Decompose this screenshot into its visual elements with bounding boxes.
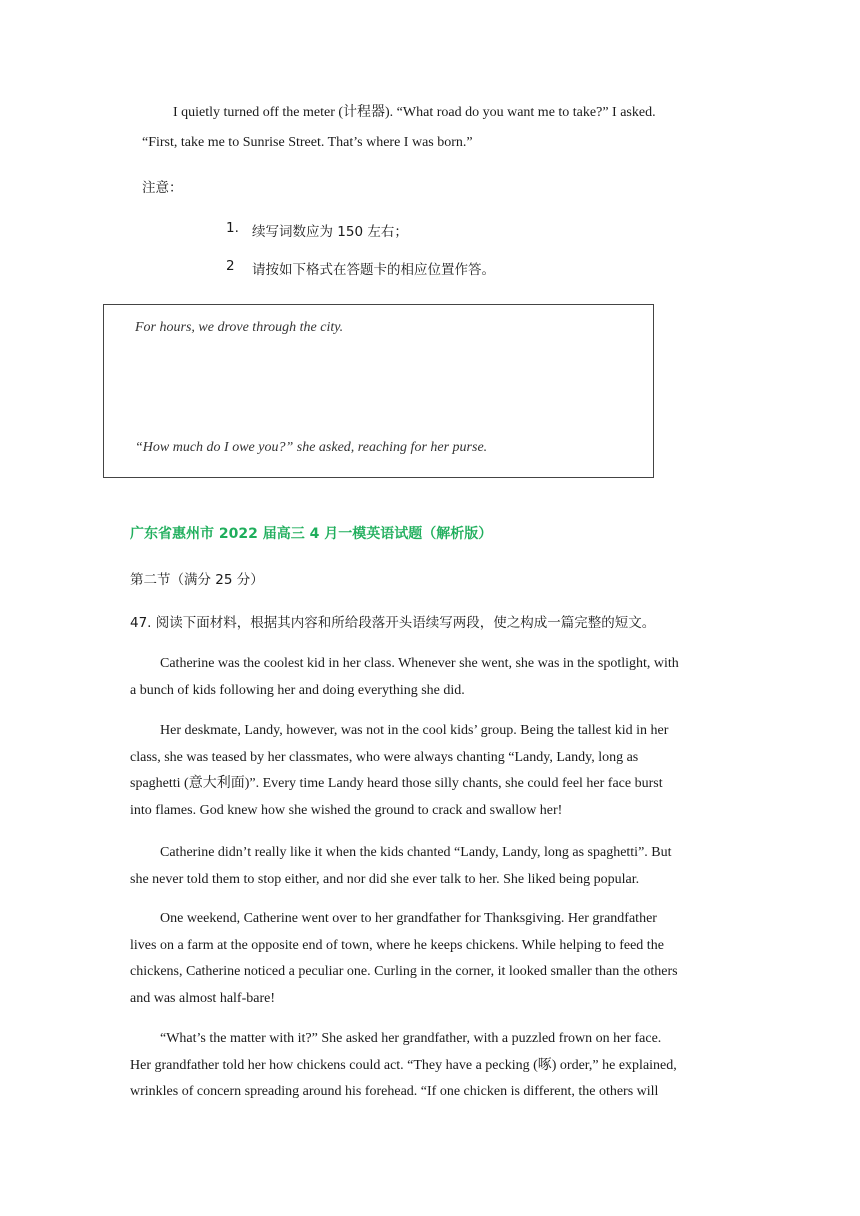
paragraph-line: Her deskmate, Landy, however, was not in the cool kids’ group. Being the tallest kid in her xyxy=(160,723,669,738)
question-instruction: 47. 阅读下面材料，根据其内容和所给段落开头语续写两段，使之构成一篇完整的短文。 xyxy=(130,615,656,631)
paragraph-line: she never told them to stop either, and nor did she ever talk to her. She liked being popular. xyxy=(130,871,640,887)
paragraph-4 xyxy=(130,906,730,1012)
paragraph-2 xyxy=(130,718,730,824)
note-1-text: 续写词数应为 150 左右； xyxy=(252,224,408,240)
story-line-sunrise: “First, take me to Sunrise Street. That’s where I was born.” xyxy=(142,135,473,150)
paragraph-line: “What’s the matter with it?” She asked her grandfather, with a puzzled frown on her face. xyxy=(160,1031,662,1046)
paragraph-line: wrinkles of concern spreading around his forehead. “If one chicken is different, the others will xyxy=(130,1084,659,1099)
paragraph-line: lives on a farm at the opposite end of town, where he keeps chickens. While helping to feed the xyxy=(130,937,664,953)
note-1-number: 1. xyxy=(226,220,239,236)
answer-box xyxy=(103,304,654,478)
paragraph-line: and was almost half-bare! xyxy=(130,990,275,1006)
paragraph-line: Catherine was the coolest kid in her class. Whenever she went, she was in the spotlight, with xyxy=(160,656,679,671)
paragraph-line: into flames. God knew how she wished the ground to crack and swallow her! xyxy=(130,802,563,818)
section-title: 广东省惠州市 2022 届高三 4 月一模英语试题（解析版） xyxy=(130,526,493,542)
paragraph-line: One weekend, Catherine went over to her grandfather for Thanksgiving. Her grandfather xyxy=(160,911,657,926)
paragraph-3 xyxy=(130,840,730,893)
paragraph-1 xyxy=(130,651,730,704)
paragraph-5 xyxy=(130,1026,730,1106)
section-subtitle: 第二节（满分 25 分） xyxy=(130,572,264,588)
paragraph-line: class, she was teased by her classmates, who were always chanting “Landy, Landy, long as xyxy=(130,749,639,765)
box-second-line: “How much do I owe you?” she asked, reaching for her purse. xyxy=(135,440,488,455)
note-label: 注意： xyxy=(142,180,183,196)
box-first-line: For hours, we drove through the city. xyxy=(135,320,344,335)
paragraph-line: a bunch of kids following her and doing everything she did. xyxy=(130,682,465,698)
paragraph-line: Her grandfather told her how chickens could act. “They have a pecking (啄) order,” he explained, xyxy=(130,1057,677,1073)
paragraph-line: spaghetti (意大利面)”. Every time Landy heard those silly chants, she could feel her face burst xyxy=(130,776,663,791)
note-2-number: 2 xyxy=(226,258,235,274)
note-2-text: 请按如下格式在答题卡的相应位置作答。 xyxy=(252,262,495,278)
paragraph-line: Catherine didn’t really like it when the kids chanted “Landy, Landy, long as spaghetti”. But xyxy=(160,845,672,860)
story-line-meter: I quietly turned off the meter (计程器). “What road do you want me to take?” I asked. xyxy=(173,105,656,120)
paragraph-line: chickens, Catherine noticed a peculiar one. Curling in the corner, it looked smaller than the others xyxy=(130,964,678,979)
